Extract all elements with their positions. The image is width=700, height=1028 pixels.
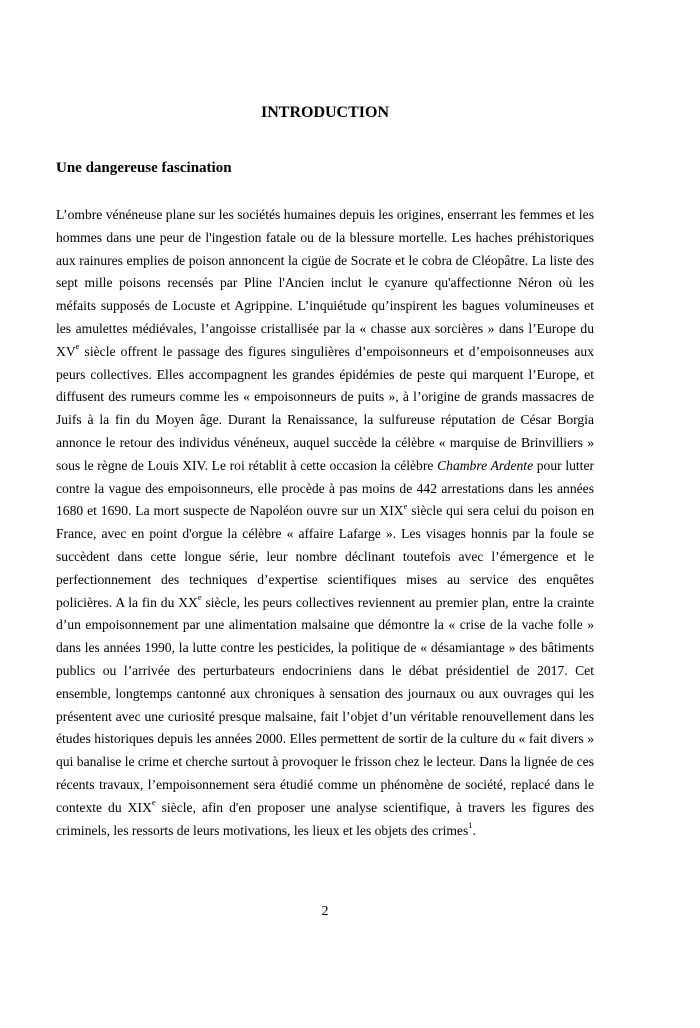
body-paragraph [56, 204, 594, 842]
text-run: siècle offrent le passage des figures singulières d’empoisonneurs et d’empoisonneuses aux peurs collectives. Elles accompagnent les grandes épidémies de peste qui marquent l’Europe, et diffusent des rumeurs comme les « empoisonneurs de puits », à l’origine de grands massacres de Juifs à la fin du Moyen âge. Durant la Renaissance, la sulfureuse réputation de César Borgia annonce le retour des individus vénéneux, auquel succède la célèbre « marquise de Brinvilliers » sous le règne de Louis XIV. Le roi rétablit à cette occasion la célèbre [56, 343, 594, 473]
text-run: . [472, 822, 476, 838]
page-number: 2 [321, 904, 329, 919]
footnote-marker[interactable]: 1 [468, 819, 473, 830]
italic-text: Chambre Ardente [437, 457, 534, 473]
text-run: siècle qui sera celui du poison en France, avec en point d'orgue la célèbre « affaire Lafarge ». Les visages honnis par la foule se succèdent dans cette longue série, leur nombre déclinant toutefois avec l’émergence et le perfectionnement des techniques d’expertise scientifiques mises au service des enquêtes policières. A la fin du XX [56, 503, 594, 610]
text-run: pour lutter contre la vague des empoisonneurs, elle procède à pas moins de 442 arrestations dans les années 1680 et 1690. La mort suspecte de Napoléon ouvre sur un XIX [56, 457, 595, 519]
superscript: e [403, 500, 408, 511]
page-title: INTRODUCTION [260, 104, 389, 121]
text-run: L’ombre vénéneuse plane sur les sociétés humaines depuis les origines, enserrant les femmes et les hommes dans une peur de l'ingestion fatale ou de la blessure mortelle. Les haches préhistoriques aux rainures emplies de poison annoncent la cigüe de Socrate et le cobra de Cléopâtre. La liste des sept mille poisons recensés par Pline l'Ancien inclut le cyanure qu'affectionne Néron où les méfaits supposés de Locuste et Agrippine. L’inquiétude qu’inspirent les bagues volumineuses et les amulettes médiévales, l’angoisse cristallisée par la « chasse aux sorcières » dans l’Europe du XV [56, 207, 594, 359]
text-run: siècle, afin d'en proposer une analyse scientifique, à travers les figures des criminels, les ressorts de leurs motivations, les lieux et les objets des crimes [56, 799, 594, 838]
superscript: e [75, 341, 80, 352]
text-run: siècle, les peurs collectives reviennent au premier plan, entre la crainte d’un empoisonnement par une alimentation malsaine que démontre la « crise de la vache folle » dans les années 1990, la lutte contre les pesticides, la politique de « désamiantage » des bâtiments publics ou l’arrivée des perturbateurs endocriniens dans le débat présidentiel de 2017. Cet ensemble, longtemps cantonné aux chroniques à sensation des journaux ou aux ouvrages qui les présentent avec une curiosité presque malsaine, fait l’objet d’un véritable renouvellement dans les études historiques depuis les années 2000. Elles permettent de sortir de la culture du « fait divers » qui banalise le crime et cherche surtout à provoquer le frisson chez le lecteur. Dans la lignée de ces récents travaux, l’empoisonnement sera étudié comme un phénomène de société, replacé dans le contexte du XIX [56, 594, 595, 815]
section-heading: Une dangereuse fascination [56, 160, 232, 176]
superscript: e [197, 592, 202, 603]
superscript: e [151, 797, 156, 808]
